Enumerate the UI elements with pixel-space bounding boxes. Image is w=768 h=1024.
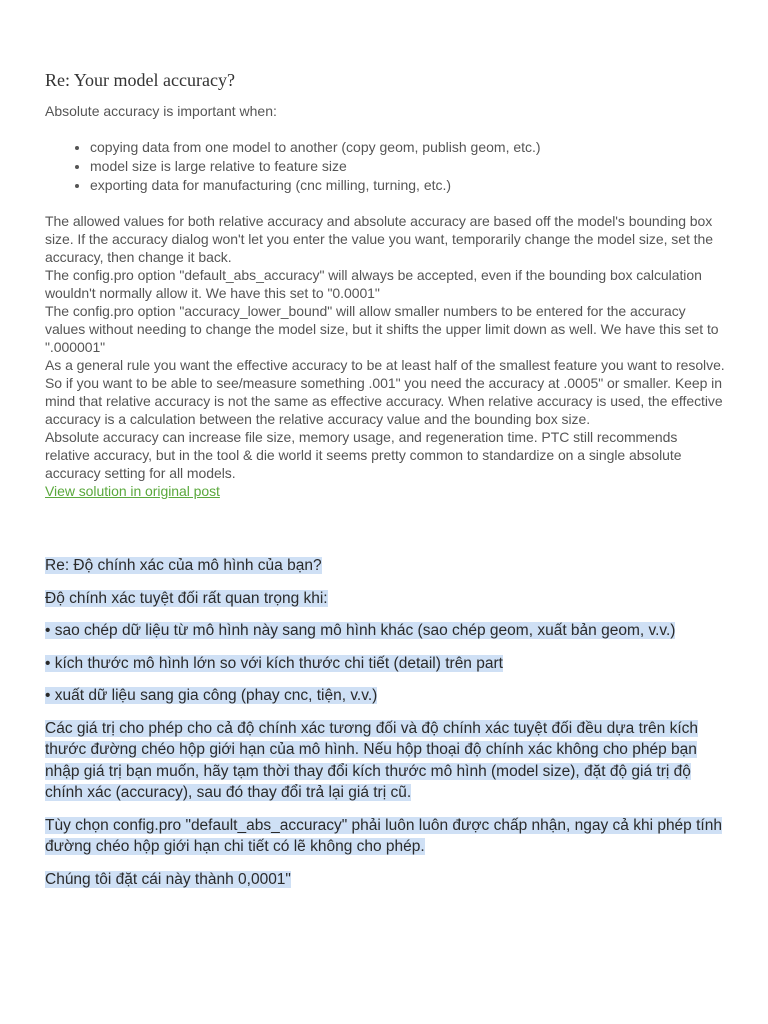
highlighted-text: • sao chép dữ liệu từ mô hình này sang mô hình khác (sao chép geom, xuất bản geom, v.v.): [45, 622, 676, 639]
highlighted-text: • xuất dữ liệu sang gia công (phay cnc, tiện, v.v.): [45, 687, 378, 704]
vietnamese-translation: [45, 555, 725, 901]
paragraph: Absolute accuracy can increase file size, memory usage, and regeneration time. PTC still recommends relative accuracy, but in the tool & die world it seems pretty common to standardize on a single absolute accuracy setting for all models.: [45, 429, 682, 481]
list-item: • model size is large relative to feature size: [90, 157, 541, 176]
translation-line: [45, 620, 725, 642]
translation-line: [45, 718, 725, 804]
highlighted-text: Chúng tôi đặt cái này thành 0,0001": [45, 870, 291, 888]
view-solution-link[interactable]: View solution in original post: [45, 483, 220, 499]
highlighted-text: Tùy chọn config.pro "default_abs_accuracy" phải luôn luôn được chấp nhận, ngay cả khi phép tính đường chéo hộp giới hạn chi tiết có lẽ không cho phép.: [45, 816, 722, 855]
translation-line: [45, 815, 725, 858]
post-body: [45, 212, 725, 500]
translation-line: [45, 555, 725, 577]
list-item: • copying data from one model to another (copy geom, publish geom, etc.): [90, 138, 541, 157]
paragraph: The allowed values for both relative accuracy and absolute accuracy are based off the model's bounding box size. If the accuracy dialog won't let you enter the value you want, temporarily change the model size, set the accuracy, then change it back.: [45, 213, 713, 265]
highlighted-text: Re: Độ chính xác của mô hình của bạn?: [45, 557, 322, 574]
highlighted-text: • kích thước mô hình lớn so với kích thước chi tiết (detail) trên part: [45, 654, 503, 672]
list-item: • exporting data for manufacturing (cnc milling, turning, etc.): [90, 176, 541, 195]
intro-text: Absolute accuracy is important when:: [45, 103, 277, 119]
highlighted-text: Độ chính xác tuyệt đối rất quan trọng khi:: [45, 589, 328, 607]
paragraph: The config.pro option "accuracy_lower_bound" will allow smaller numbers to be entered for the accuracy values without needing to change the model size, but it shifts the upper limit down as well. We have this set to ".000001": [45, 303, 719, 355]
bullet-list: [45, 138, 541, 195]
translation-line: [45, 653, 725, 675]
paragraph: The config.pro option "default_abs_accuracy" will always be accepted, even if the bounding box calculation wouldn't normally allow it. We have this set to "0.0001": [45, 267, 702, 301]
translation-line: [45, 588, 725, 610]
translation-line: [45, 869, 725, 891]
post-title: Re: Your model accuracy?: [45, 70, 235, 90]
paragraph: As a general rule you want the effective accuracy to be at least half of the smallest feature you want to resolve. So if you want to be able to see/measure something .001" you need the accuracy at .0005" or smaller. Keep in mind that relative accuracy is not the same as effective accuracy. When relative accuracy is used, the effective accuracy is a calculation between the relative accuracy value and the bounding box size.: [45, 357, 725, 427]
translation-line: [45, 685, 725, 707]
highlighted-text: Các giá trị cho phép cho cả độ chính xác tương đối và độ chính xác tuyệt đối đều dựa trên kích thước đường chéo hộp giới hạn của mô hình. Nếu hộp thoại độ chính xác không cho phép bạn nhập giá trị bạn muốn, hãy tạm thời thay đổi kích thước mô hình (model size), đặt độ giá trị độ chính xác (accuracy), sau đó thay đổi trả lại giá trị cũ.: [45, 719, 699, 801]
